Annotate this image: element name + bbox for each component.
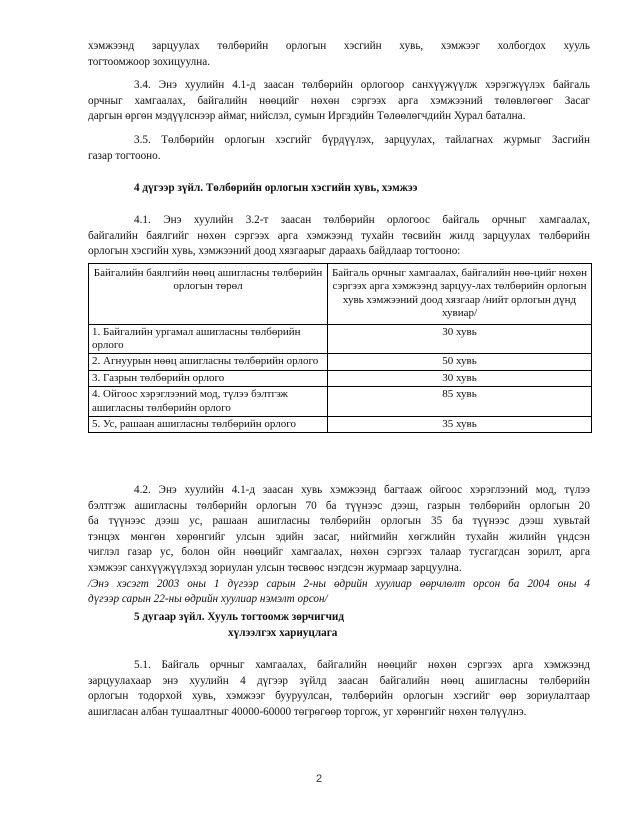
table-row [89, 324, 592, 354]
table-cell-value: 35 хувь [328, 417, 592, 433]
table-cell-value: 50 хувь [328, 354, 592, 370]
table-header-cell: Байгаль орчныг хамгаалах, байгалийн нөө-цийг нөхөн сэргээх арга хэмжээнд зарцуу-лах төлбөрийн орлогын хувь хэмжээний доод хязгаар /нийт орлогын дүнд хувиар/ [328, 264, 592, 325]
paragraph-3-5 [88, 133, 590, 164]
text-line: 5.1. Байгаль орчныг хамгаалах, байгалийн нөөцийг нөхөн сэргээх арга хэмжээнд [134, 659, 590, 671]
text-line: зарцуулахаар энэ хуулийн 4 дүгээр зүйлд заасан байгалийн нөөц ашигласны төлбөрийн [88, 674, 590, 687]
text-line: даргын өргөн мэдүүлснээр аймаг, нийслэл, сумын Иргэдийн Төлөөлөгчдийн Хурал батална. [88, 110, 526, 123]
text-line: 3.4. Энэ хуулийн 4.1-д заасан төлбөрийн орлогоор санхүүжүүлж хэрэгжүүлэх байгаль [134, 79, 590, 91]
paragraph-5-1 [88, 658, 590, 720]
amendment-note: дүгээр сарын 22-ны өдрийн хуулиар нэмэлт орсон/ [88, 593, 328, 606]
paragraph-4-2 [88, 483, 590, 608]
table-cell-value: 30 хувь [328, 370, 592, 386]
revenue-share-table [88, 263, 592, 433]
text-line: 3.5. Төлбөрийн орлогын хэсгийг бүрдүүлэх, зарцуулах, тайлагнах журмыг Засгийн [134, 134, 590, 146]
text-line: газар тогтооно. [88, 149, 161, 162]
text-line: 4.2. Энэ хуулийн 4.1-д заасан хувь хэмжээнд багтааж ойгоос хэрэглээний мод, түлээ [134, 484, 590, 496]
intro-paragraph [88, 39, 590, 70]
paragraph-3-4 [88, 78, 590, 125]
text-line: байгалийн баялгийг нөхөн сэргээх арга хэмжээнд тухайн төсвийн жилд зарцуулах төлбөрийн [88, 229, 590, 242]
table-cell-label: 4. Ойгоос хэрэглээний мод, түлээ бэлтгэж ашигласны төлбөрийн орлого [89, 387, 328, 417]
text-line: орлогын тодорхой хувь, хэмжээг бууруулсан, төлбөрийн орлогын хэсгийг өөр зориулалтаар [88, 690, 590, 703]
text-line: бэлтгэж ашигласны төлбөрийн орлогын 70 ба түүнээс дээш, газрын төлбөрийн орлогын 20 [88, 499, 590, 512]
text-line: 4.1. Энэ хуулийн 3.2-т заасан төлбөрийн орлогоос байгаль орчныг хамгаалах, [134, 214, 590, 226]
table-cell-label: 1. Байгалийн ургамал ашигласны төлбөрийн орлого [89, 324, 328, 354]
text-line: ба түүнээс дээш ус, рашаан ашигласны төлбөрийн орлогын 35 ба түүнээс дээш хувьтай [88, 515, 590, 528]
table-row [89, 354, 592, 370]
table-row [89, 387, 592, 417]
page-number: 2 [315, 773, 323, 785]
table-cell-value: 85 хувь [328, 387, 592, 417]
table-row [89, 417, 592, 433]
article-4-heading: 4 дүгээр зүйл. Төлбөрийн орлогын хэсгийн хувь, хэмжээ [134, 182, 418, 194]
text-line: орлогын хэсгийн хувь, хэмжээний доод хязгаарыг дараахь байдлаар тогтооно: [88, 245, 461, 258]
table-header-row [89, 264, 592, 325]
text-line: хэмжээнд зарцуулах төлбөрийн орлогын хэсгийн хувь, хэмжээг холбогдох хууль [88, 40, 590, 52]
text-line: тогтоомжоор зохицуулна. [88, 55, 211, 68]
article-5-heading-cont: хүлээлгэх хариуцлага [228, 627, 338, 639]
text-line: чиглэл газар ус, болон ойн нөөцийг хамгаалах, нөхөн сэргээх талаар тусгагдсан зорилт, арга [88, 546, 590, 559]
table-row [89, 370, 592, 386]
amendment-note: /Энэ хэсэгт 2003 оны 1 дүгээр сарын 2-ны өдрийн хуулиар өөрчлөлт орсон ба 2004 оны 4 [88, 577, 590, 590]
paragraph-4-1 [88, 213, 590, 260]
table-header-cell: Байгалийн баялгийн нөөц ашигласны төлбөрийн орлогын төрөл [89, 264, 328, 325]
table-cell-label: 3. Газрын төлбөрийн орлого [89, 370, 328, 386]
table-cell-label: 5. Ус, рашаан ашигласны төлбөрийн орлого [89, 417, 328, 433]
table-cell-label: 2. Агнуурын нөөц ашигласны төлбөрийн орлого [89, 354, 328, 370]
text-line: ашигласан албан тушаалтныг 40000-60000 төгрөгөөр торгож, уг хөрөнгийг нөхөн төлүүлнэ. [88, 705, 527, 718]
table-cell-value: 30 хувь [328, 324, 592, 354]
article-5-heading: 5 дугаар зүйл. Хууль тогтоомж зөрчигчид [134, 611, 345, 623]
text-line: тэнцэх мөнгөн хөрөнгийг улсын эдийн засаг, нийгмийн хөгжлийн тухайн жилийн үндсэн [88, 530, 590, 543]
text-line: орчныг хамгаалах, байгалийн нөөцийг нөхөн сэргээх арга хэмжээний төлөвлөгөөг Засаг [88, 94, 590, 107]
text-line: хэмжээг санхүүжүүлэхэд зориулан улсын төсвөөс нэгдсэн журмаар зарцуулна. [88, 561, 462, 574]
